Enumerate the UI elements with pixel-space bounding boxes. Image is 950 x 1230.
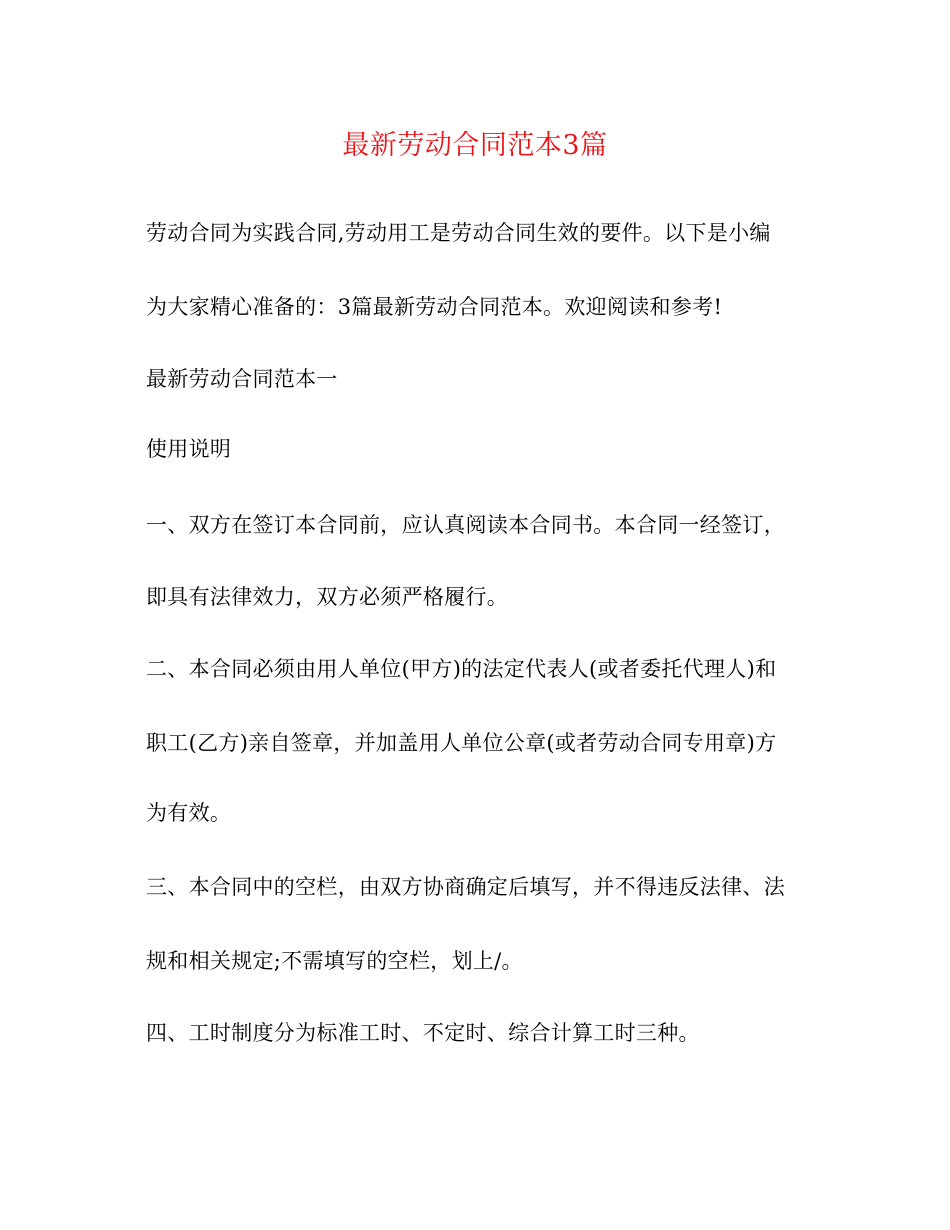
clause-2-line-2: 职工(乙方)亲自签章，并加盖用人单位公章(或者劳动合同专用章)方: [146, 731, 777, 755]
usage-heading: 使用说明: [146, 437, 232, 461]
intro-line-2: 为大家精心准备的：3篇最新劳动合同范本。欢迎阅读和参考!: [146, 295, 723, 319]
clause-2-line-1: 二、本合同必须由用人单位(甲方)的法定代表人(或者委托代理人)和: [146, 657, 777, 681]
intro-line-1: 劳动合同为实践合同,劳动用工是劳动合同生效的要件。以下是小编: [146, 221, 771, 245]
clause-3-line-2: 规和相关规定;不需填写的空栏，划上/。: [146, 949, 523, 973]
section-heading: 最新劳动合同范本一: [146, 367, 338, 391]
clause-1-line-1: 一、双方在签订本合同前，应认真阅读本合同书。本合同一经签订，: [146, 513, 785, 537]
clause-2-line-3: 为有效。: [146, 801, 232, 825]
clause-4-line-1: 四、工时制度分为标准工时、不定时、综合计算工时三种。: [146, 1021, 700, 1045]
document-title: 最新劳动合同范本3篇: [342, 130, 608, 161]
clause-3-line-1: 三、本合同中的空栏，由双方协商确定后填写，并不得违反法律、法: [146, 875, 785, 899]
clause-1-line-2: 即具有法律效力，双方必须严格履行。: [146, 585, 509, 609]
